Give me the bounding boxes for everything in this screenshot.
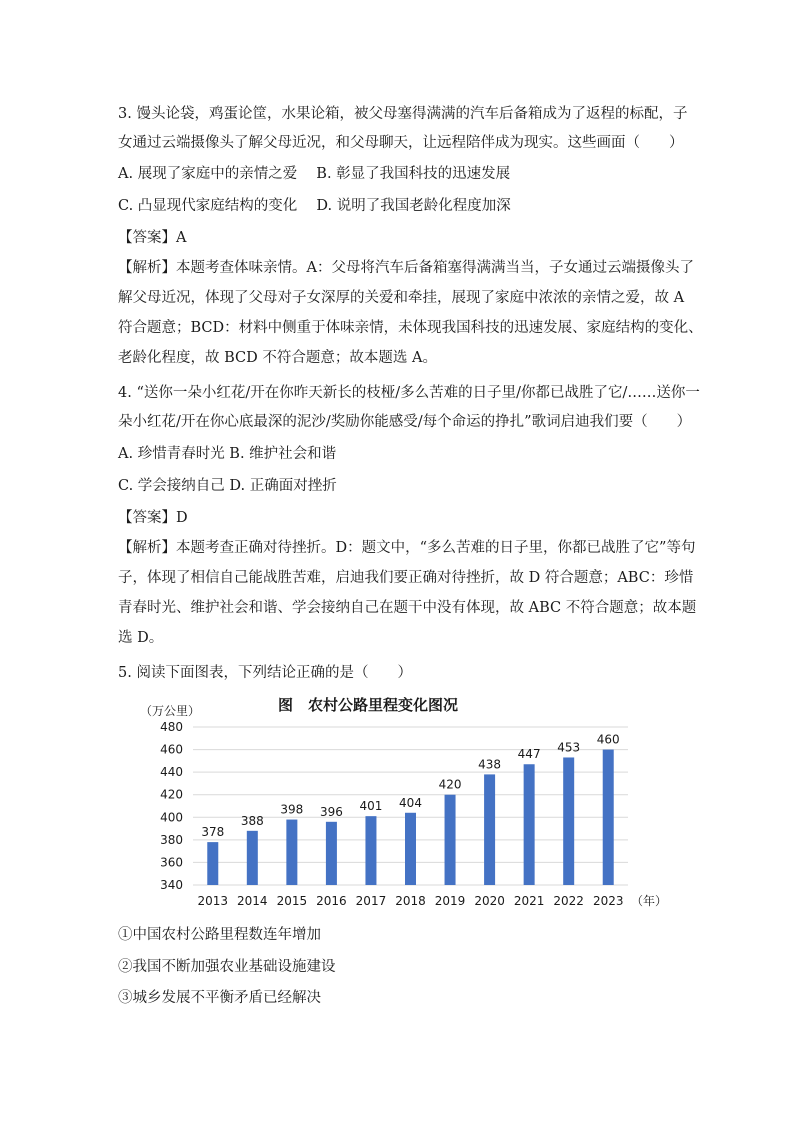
bar-value-label: 438 xyxy=(478,757,502,772)
y-tick-label: 380 xyxy=(160,832,183,847)
road-mileage-chart xyxy=(118,690,678,915)
q3-explanation-line3: 符合题意；BCD：材料中侧重于体味亲情，未体现我国科技的迅速发展、家庭结构的变化、 xyxy=(118,320,703,336)
x-tick-label: 2013 xyxy=(197,894,229,908)
y-tick-label: 460 xyxy=(160,742,183,757)
q5-statement-2: ②我国不断加强农业基础设施建设 xyxy=(118,959,336,975)
bar-value-label: 420 xyxy=(438,777,462,792)
q3-answer: 【答案】A xyxy=(118,230,187,246)
q4-explanation-line4: 选 D。 xyxy=(118,630,164,646)
x-tick-label: 2016 xyxy=(316,894,347,908)
y-tick-label: 420 xyxy=(160,787,183,802)
y-tick-label: 360 xyxy=(160,855,183,870)
bar-2016 xyxy=(326,822,337,885)
y-tick-label: 480 xyxy=(160,720,183,734)
q4-stem-line2: 朵小红花/开在你心底最深的泥沙/奖励你能感受/每个命运的挣扎”歌词启迪我们要（ ） xyxy=(118,414,692,430)
q5-statement-1: ①中国农村公路里程数连年增加 xyxy=(118,927,321,943)
q5-statement-3: ③城乡发展不平衡矛盾已经解决 xyxy=(118,990,321,1006)
bar-2014 xyxy=(247,831,258,885)
x-tick-label: 2018 xyxy=(395,894,426,908)
q4-explanation-line2: 子，体现了相信自己能战胜苦难，启迪我们要正确对待挫折，故 D 符合题意；ABC：珍惜 xyxy=(118,570,694,586)
bar-value-label: 398 xyxy=(280,802,304,817)
x-tick-label: 2022 xyxy=(553,894,584,908)
bar-value-label: 453 xyxy=(557,740,581,755)
bar-value-label: 460 xyxy=(596,732,620,747)
q3-stem-line1: 3. 馒头论袋，鸡蛋论筐，水果论箱，被父母塞得满满的汽车后备箱成为了返程的标配，子 xyxy=(118,106,688,122)
q3-explanation-line1: 【解析】本题考查体味亲情。A：父母将汽车后备箱塞得满满当当，子女通过云端摄像头了 xyxy=(118,260,694,276)
bar-2020 xyxy=(484,774,495,885)
bar-value-label: 404 xyxy=(399,795,422,810)
bar-chart-svg xyxy=(118,690,678,915)
bar-value-label: 388 xyxy=(240,813,264,828)
bar-2021 xyxy=(524,764,535,885)
q3-explanation-line4: 老龄化程度，故 BCD 不符合题意；故本题选 A。 xyxy=(118,350,437,366)
bar-2023 xyxy=(603,750,614,885)
bar-value-label: 401 xyxy=(359,799,383,814)
x-tick-label: 2014 xyxy=(237,894,268,908)
chart-title: 图 农村公路里程变化图况 xyxy=(277,696,459,714)
q3-option-ab: A. 展现了家庭中的亲情之爱 B. 彰显了我国科技的迅速发展 xyxy=(118,166,511,182)
bar-2013 xyxy=(207,842,218,885)
y-axis-unit-label: （万公里） xyxy=(139,704,201,718)
q4-explanation-line3: 青春时光、维护社会和谐、学会接纳自己在题干中没有体现，故 ABC 不符合题意；故本题 xyxy=(118,600,697,616)
q5-stem: 5. 阅读下面图表，下列结论正确的是（ ） xyxy=(118,665,412,681)
q4-answer: 【答案】D xyxy=(118,510,188,526)
x-tick-label: 2015 xyxy=(276,894,308,908)
bar-value-label: 378 xyxy=(201,825,225,840)
q4-explanation-line1: 【解析】本题考查正确对待挫折。D：题文中，“多么苦难的日子里，你都已战胜了它”等句 xyxy=(118,540,696,556)
q4-option-cd: C. 学会接纳自己 D. 正确面对挫折 xyxy=(118,478,337,494)
bar-2017 xyxy=(365,816,376,885)
q4-stem-line1: 4. “送你一朵小红花/开在你昨天新长的枝桠/多么苦难的日子里/你都已战胜了它/……送你一 xyxy=(118,385,700,401)
x-tick-label: 2021 xyxy=(513,894,545,908)
x-tick-label: 2023 xyxy=(592,894,624,908)
x-tick-label: 2020 xyxy=(474,894,505,908)
y-tick-label: 440 xyxy=(160,765,183,780)
bar-value-label: 447 xyxy=(517,747,541,762)
y-tick-label: 400 xyxy=(160,810,183,825)
bar-2015 xyxy=(286,820,297,885)
x-tick-label: 2017 xyxy=(355,894,387,908)
x-axis-unit-label: （年） xyxy=(630,894,668,908)
q3-explanation-line2: 解父母近况，体现了父母对子女深厚的关爱和牵挂，展现了家庭中浓浓的亲情之爱，故 A xyxy=(118,290,685,306)
q3-stem-line2: 女通过云端摄像头了解父母近况，和父母聊天，让远程陪伴成为现实。这些画面（ ） xyxy=(118,135,684,151)
q3-option-cd: C. 凸显现代家庭结构的变化 D. 说明了我国老龄化程度加深 xyxy=(118,198,511,214)
x-tick-label: 2019 xyxy=(434,894,466,908)
bar-value-label: 396 xyxy=(319,804,343,819)
bar-2019 xyxy=(445,795,456,885)
bar-2022 xyxy=(563,757,574,885)
q4-option-ab: A. 珍惜青春时光 B. 维护社会和谐 xyxy=(118,446,337,462)
bar-2018 xyxy=(405,813,416,885)
y-tick-label: 340 xyxy=(160,878,183,892)
